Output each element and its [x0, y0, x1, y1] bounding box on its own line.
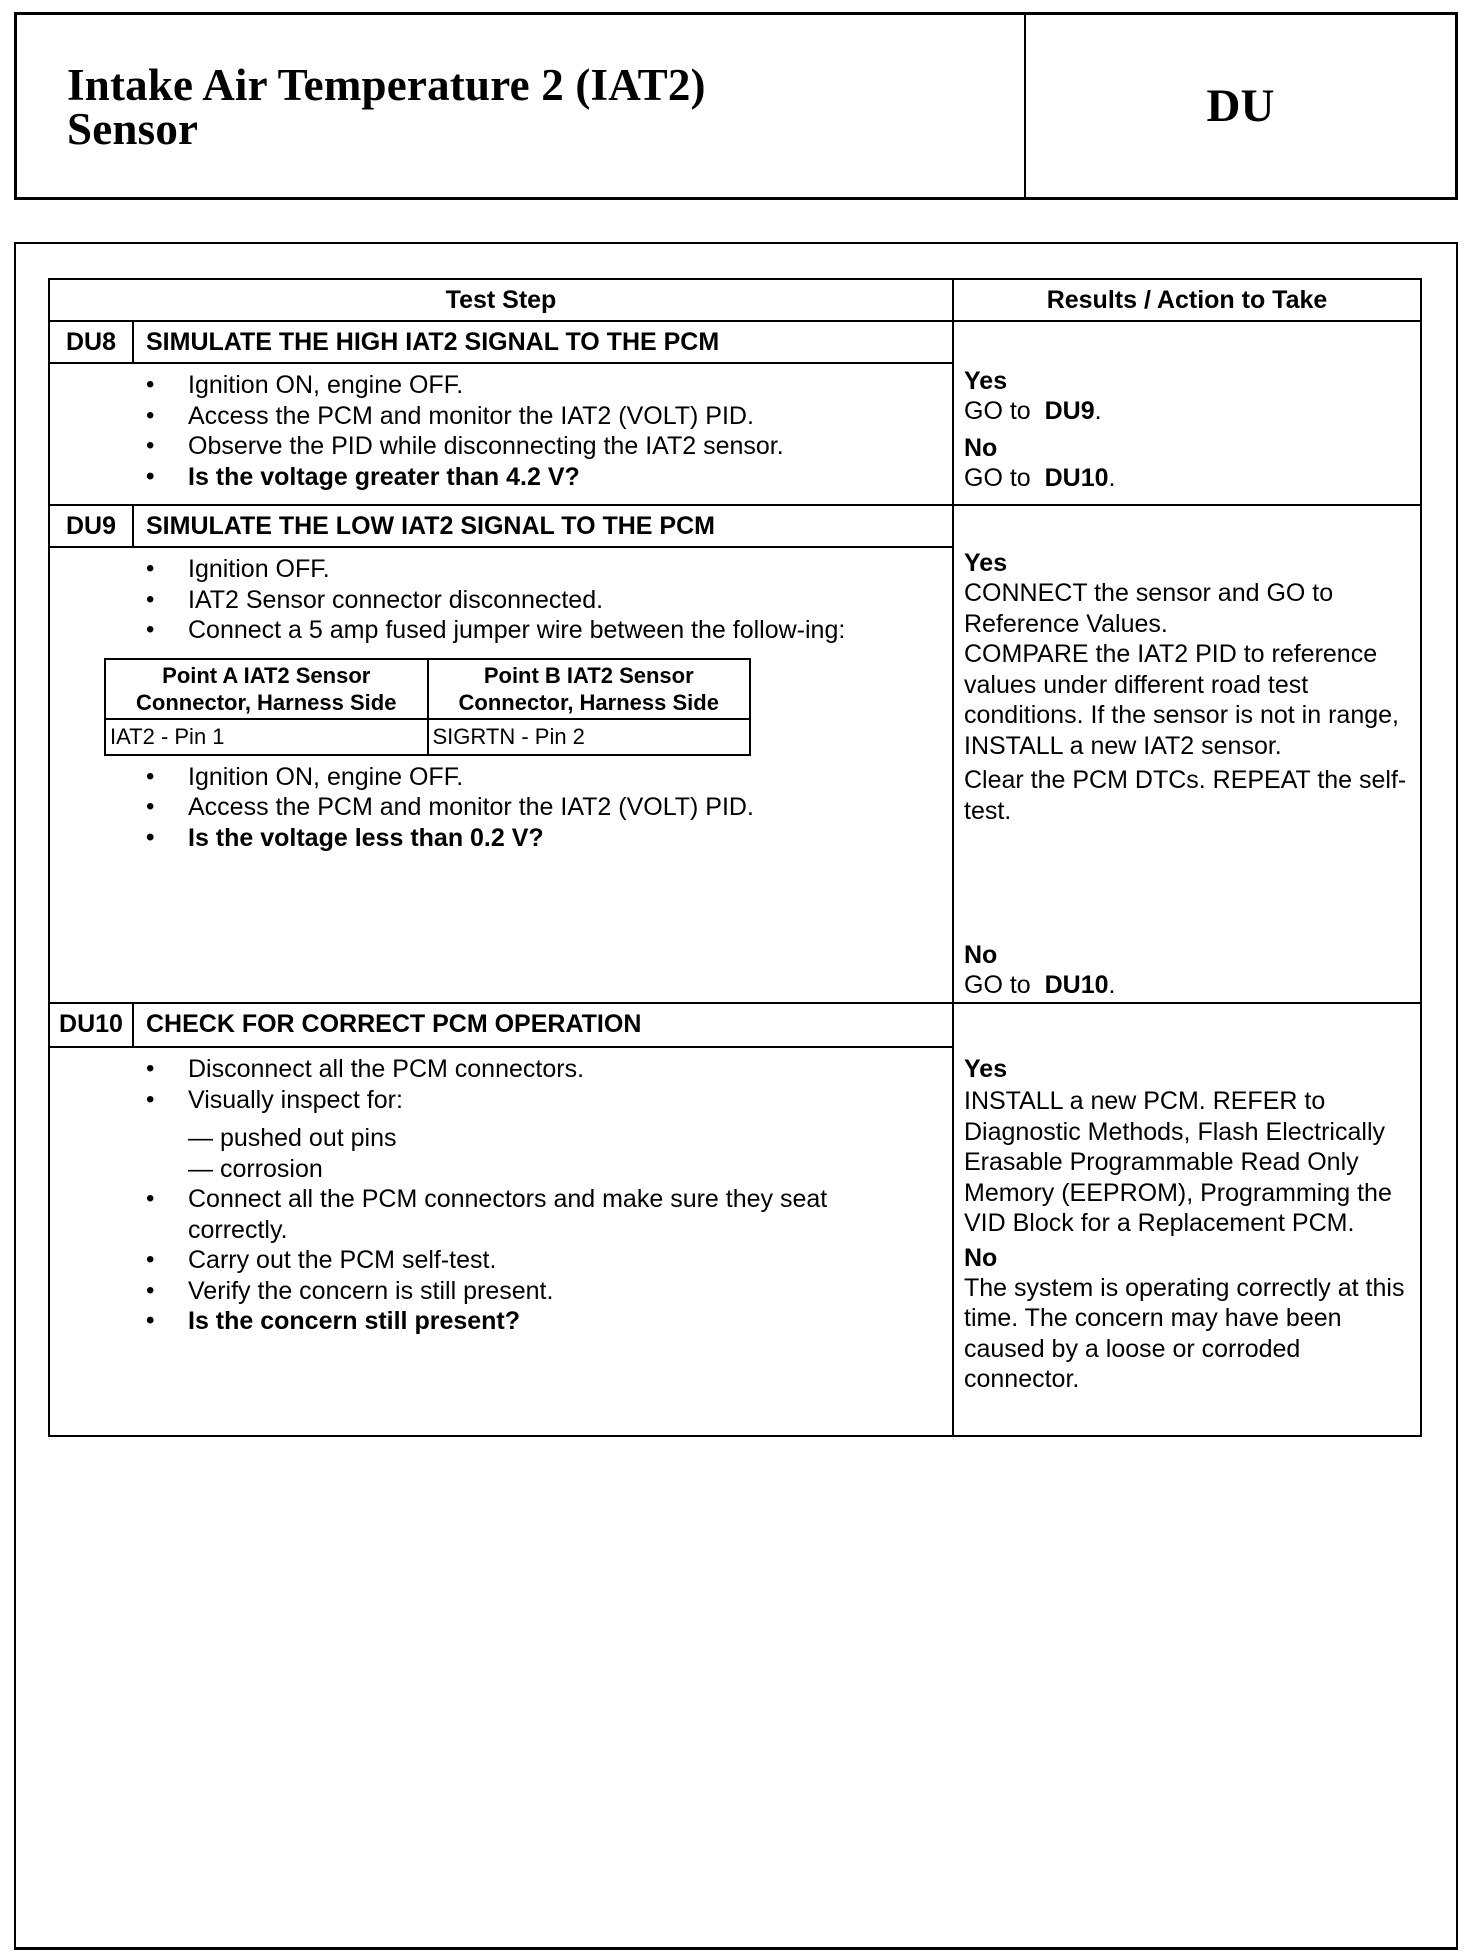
test-step-du8-results [954, 322, 1420, 504]
inspect-item-list [146, 1123, 952, 1184]
test-step-du10-instructions [50, 1004, 954, 1435]
pin-table-header-point-b: Point B IAT2 Sensor Connector, Harness Side [428, 659, 751, 719]
step-body [50, 548, 952, 859]
step-bullet: • Carry out the PCM self-test. [146, 1245, 952, 1276]
step-question: • Is the concern still present? [146, 1306, 952, 1337]
step-bullet-list [146, 554, 952, 646]
step-bullet: • Connect all the PCM connectors and make sure they seat correctly. [146, 1184, 888, 1245]
result-yes-label: Yes [964, 367, 1008, 395]
section-code: DU [1206, 80, 1275, 132]
step-title: SIMULATE THE HIGH IAT2 SIGNAL TO THE PCM [146, 328, 720, 356]
step-bullet: • Visually inspect for: [146, 1085, 952, 1116]
goto-prefix: GO to [964, 397, 1031, 425]
step-id: DU10 [50, 1004, 134, 1046]
pin-table-cell-point-a: IAT2 - Pin 1 [105, 719, 428, 755]
pin-table-cell-point-b: SIGRTN - Pin 2 [428, 719, 751, 755]
table-header-row [50, 280, 1420, 322]
step-title-row [50, 322, 952, 364]
goto-prefix: GO to [964, 463, 1031, 492]
step-title-row [50, 1004, 952, 1048]
page-title [67, 60, 706, 154]
step-bullet: • Disconnect all the PCM connectors. [146, 1054, 952, 1085]
step-bullet: • Observe the PID while disconnecting the IAT2 sensor. [146, 431, 952, 462]
goto-step-link[interactable]: DU10 [1044, 970, 1109, 999]
pin-table-row [105, 719, 750, 755]
step-title: SIMULATE THE LOW IAT2 SIGNAL TO THE PCM [146, 512, 715, 540]
step-bullet-list [146, 1184, 952, 1337]
test-step-du10-results [954, 1004, 1420, 1435]
step-title-row [50, 506, 952, 548]
step-bullet: • Verify the concern is still present. [146, 1276, 952, 1307]
step-bullet: • Access the PCM and monitor the IAT2 (VOLT) PID. [146, 401, 952, 432]
goto-step-link[interactable]: DU10 [1044, 463, 1109, 492]
result-yes-action: GO to DU9. [964, 397, 1102, 425]
step-bullet: • Access the PCM and monitor the IAT2 (VOLT) PID. [146, 792, 952, 823]
pin-table-header-row [105, 659, 750, 719]
column-header-test-step: Test Step [50, 280, 954, 320]
test-step-du8-instructions [50, 322, 954, 504]
step-bullet: • Ignition ON, engine OFF. [146, 370, 952, 401]
result-no-label: No [964, 940, 998, 969]
page-title-line-2: Sensor [67, 104, 199, 154]
step-question: • Is the voltage less than 0.2 V? [146, 823, 952, 854]
page-header [14, 12, 1458, 200]
result-yes-text: INSTALL a new PCM. REFER to Diagnostic Methods, Flash Electrically Erasable Programmable Read Only Memory (EEPROM), Programming the VID Block for a Replacement PCM. [964, 1087, 1392, 1237]
result-yes-label: Yes [964, 1055, 1008, 1083]
jumper-pin-table [104, 658, 751, 756]
inspect-item: — pushed out pins [188, 1124, 397, 1152]
step-bullet-list [146, 1054, 952, 1115]
test-step-du8 [50, 322, 1420, 506]
goto-prefix: GO to [964, 970, 1031, 999]
step-id: DU8 [50, 322, 134, 362]
step-bullet: • Connect a 5 amp fused jumper wire between the follow-ing: [146, 615, 888, 646]
inspect-item: — corrosion [188, 1154, 323, 1183]
step-id: DU9 [50, 506, 134, 546]
result-no-label: No [964, 1243, 998, 1272]
result-yes-text: Clear the PCM DTCs. REPEAT the self-test. [964, 766, 1407, 825]
step-bullet-list [146, 762, 952, 854]
step-body [50, 364, 952, 498]
result-yes-text: COMPARE the IAT2 PID to reference values under different road test conditions. If the sensor is not in range, INSTALL a new IAT2 sensor. [964, 640, 1399, 760]
test-step-du10 [50, 1004, 1420, 1435]
result-yes-text: CONNECT the sensor and GO to Reference Values. [964, 579, 1334, 638]
step-bullet: • Ignition OFF. [146, 554, 952, 585]
step-bullet: • IAT2 Sensor connector disconnected. [146, 585, 952, 616]
test-step-du9-instructions [50, 506, 954, 1002]
step-title: CHECK FOR CORRECT PCM OPERATION [146, 1010, 642, 1038]
result-no-text: The system is operating correctly at this time. The concern may have been caused by a loose or corroded connector. [964, 1273, 1405, 1393]
result-no-action: GO to DU10. [964, 970, 1116, 999]
step-bullet: • Ignition ON, engine OFF. [146, 762, 952, 793]
result-yes-label: Yes [964, 549, 1008, 577]
step-question: • Is the voltage greater than 4.2 V? [146, 462, 952, 493]
pinpoint-test-table [48, 278, 1422, 1437]
step-bullet-list [146, 370, 952, 492]
page-title-line-1: Intake Air Temperature 2 (IAT2) [67, 60, 706, 110]
column-header-results: Results / Action to Take [1046, 286, 1328, 314]
result-no-action: GO to DU10. [964, 463, 1116, 492]
result-no-label: No [964, 433, 998, 462]
test-step-du9 [50, 506, 1420, 1004]
step-body [50, 1048, 952, 1343]
goto-step-link[interactable]: DU9 [1044, 397, 1095, 425]
pin-table-header-point-a: Point A IAT2 Sensor Connector, Harness Side [105, 659, 428, 719]
test-step-du9-results [954, 506, 1420, 1002]
